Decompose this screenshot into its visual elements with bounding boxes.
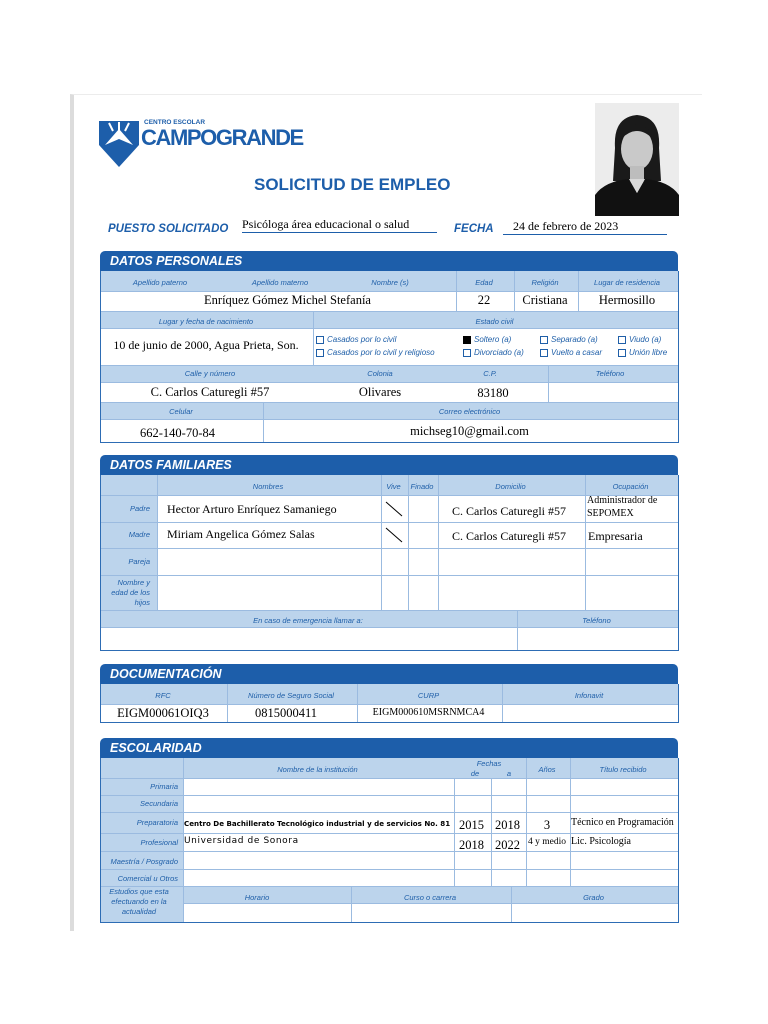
label-nombres: Nombres bbox=[252, 482, 284, 491]
rol-label: Nombre y edad de los hijos bbox=[111, 578, 150, 607]
checkbox-checked-icon bbox=[463, 336, 471, 344]
estado-civil-option[interactable]: Casados por lo civil y religioso bbox=[316, 348, 435, 357]
label-lugar-residencia: Lugar de residencia bbox=[594, 278, 660, 287]
fecha-a-value[interactable]: 2018 bbox=[495, 818, 520, 832]
rol-label: Madre bbox=[128, 530, 150, 539]
titulo-value[interactable]: Técnico en Programación bbox=[571, 817, 674, 828]
religion-value[interactable]: Cristiana bbox=[522, 293, 568, 307]
label-colonia: Colonia bbox=[367, 369, 393, 378]
celular-value[interactable]: 662-140-70-84 bbox=[140, 426, 215, 440]
estado-civil-option[interactable]: Unión libre bbox=[618, 348, 667, 357]
checkbox-icon bbox=[316, 349, 324, 357]
edad-value[interactable]: 22 bbox=[477, 293, 491, 307]
estado-civil-option[interactable]: Separado (a) bbox=[540, 335, 598, 344]
label-lugar-fecha-nac: Lugar y fecha de nacimiento bbox=[158, 317, 254, 326]
rfc-value[interactable]: EIGM00061OIQ3 bbox=[117, 706, 209, 720]
checkbox-icon bbox=[540, 349, 548, 357]
label-de: de bbox=[470, 769, 480, 778]
estado-civil-option[interactable]: Casados por lo civil bbox=[316, 335, 396, 344]
brand-name: CAMPOGRANDE bbox=[141, 125, 303, 150]
checkbox-icon bbox=[463, 349, 471, 357]
applicant-photo bbox=[595, 103, 679, 216]
curp-value[interactable]: EIGM000610MSRNMCA4 bbox=[372, 707, 485, 718]
anios-value[interactable]: 3 bbox=[543, 818, 551, 832]
label-fechas: Fechas bbox=[476, 759, 502, 768]
rol-label: Padre bbox=[129, 504, 150, 513]
label-domicilio: Domicilio bbox=[495, 482, 526, 491]
label-a: a bbox=[506, 769, 512, 778]
puesto-label: PUESTO SOLICITADO bbox=[108, 223, 229, 235]
label-titulo: Título recibido bbox=[599, 765, 647, 774]
titulo-value[interactable]: Lic. Psicología bbox=[571, 836, 631, 847]
label-calle: Calle y número bbox=[184, 369, 236, 378]
fecha-de-value[interactable]: 2018 bbox=[459, 838, 484, 852]
nivel-label: Secundaria bbox=[140, 799, 178, 808]
label-apellido-paterno: Apellido paterno bbox=[132, 278, 188, 287]
label-nombre: Nombre (s) bbox=[371, 278, 409, 287]
label-infonavit: Infonavit bbox=[574, 691, 604, 700]
label-grado: Grado bbox=[583, 893, 604, 902]
estado-civil-option[interactable]: Divorciado (a) bbox=[463, 348, 524, 357]
fecha-label: FECHA bbox=[454, 223, 494, 235]
escolaridad-header: ESCOLARIDAD bbox=[100, 738, 678, 758]
nivel-label: Preparatoria bbox=[136, 818, 178, 827]
vive-check-icon bbox=[384, 500, 404, 518]
label-nss: Número de Seguro Social bbox=[248, 691, 334, 700]
label-finado: Finado bbox=[410, 482, 434, 491]
institucion-value[interactable]: Universidad de Sonora bbox=[184, 836, 299, 846]
fecha-a-value[interactable]: 2022 bbox=[495, 838, 520, 852]
nivel-label: Primaria bbox=[150, 782, 178, 791]
puesto-value[interactable]: Psicóloga área educacional o salud bbox=[242, 217, 437, 233]
brand-small: CENTRO ESCOLAR bbox=[144, 119, 206, 126]
label-ocupacion: Ocupación bbox=[612, 482, 649, 491]
shield-logo-icon bbox=[97, 117, 141, 169]
cp-value[interactable]: 83180 bbox=[477, 386, 509, 400]
label-correo: Correo electrónico bbox=[438, 407, 501, 416]
label-religion: Religión bbox=[531, 278, 559, 287]
label-telefono: Teléfono bbox=[595, 369, 625, 378]
calle-value[interactable]: C. Carlos Caturegli #57 bbox=[150, 385, 270, 399]
nacimiento-value[interactable]: 10 de junio de 2000, Agua Prieta, Son. bbox=[113, 338, 299, 352]
label-vive: Vive bbox=[386, 482, 401, 491]
estado-civil-option[interactable]: Vuelto a casar bbox=[540, 348, 602, 357]
label-curso: Curso o carrera bbox=[403, 893, 457, 902]
fecha-de-value[interactable]: 2015 bbox=[459, 818, 484, 832]
label-rfc: RFC bbox=[155, 691, 171, 700]
familiar-domicilio[interactable]: C. Carlos Caturegli #57 bbox=[452, 504, 566, 518]
datos-familiares-header: DATOS FAMILIARES bbox=[100, 455, 678, 475]
documentacion-header: DOCUMENTACIÓN bbox=[100, 664, 678, 684]
estado-civil-options bbox=[316, 335, 678, 363]
campogrande-logo bbox=[97, 117, 303, 169]
checkbox-icon bbox=[540, 336, 548, 344]
familiar-domicilio[interactable]: C. Carlos Caturegli #57 bbox=[452, 529, 566, 543]
checkbox-icon bbox=[618, 349, 626, 357]
vive-check-icon bbox=[384, 526, 404, 544]
label-cp: C.P. bbox=[483, 369, 497, 378]
correo-value[interactable]: michseg10@gmail.com bbox=[410, 424, 529, 438]
nombre-completo-value[interactable]: Enríquez Gómez Michel Stefanía bbox=[204, 293, 371, 307]
nss-value[interactable]: 0815000411 bbox=[254, 706, 318, 720]
label-celular: Celular bbox=[169, 407, 193, 416]
checkbox-icon bbox=[316, 336, 324, 344]
nivel-label: Maestría / Posgrado bbox=[110, 857, 178, 866]
label-emergencia-telefono: Teléfono bbox=[582, 616, 611, 625]
label-apellido-materno: Apellido materno bbox=[251, 278, 309, 287]
checkbox-icon bbox=[618, 336, 626, 344]
familiar-ocupacion[interactable]: Empresaria bbox=[588, 529, 643, 543]
familiar-nombre[interactable]: Hector Arturo Enríquez Samaniego bbox=[167, 502, 337, 516]
actual-label: Estudios que esta efectuando en la actualidad bbox=[109, 887, 169, 916]
institucion-value[interactable]: Centro De Bachillerato Tecnológico industrial y de servicios No. 81 bbox=[184, 819, 451, 828]
nivel-label: Comercial u Otros bbox=[117, 874, 178, 883]
label-horario: Horario bbox=[244, 893, 270, 902]
colonia-value[interactable]: Olivares bbox=[358, 385, 402, 399]
estado-civil-option[interactable]: Soltero (a) bbox=[463, 335, 511, 344]
form-title: SOLICITUD DE EMPLEO bbox=[254, 175, 451, 194]
label-estado-civil: Estado civil bbox=[475, 317, 514, 326]
rol-label: Pareja bbox=[128, 557, 150, 566]
label-institucion: Nombre de la institución bbox=[277, 765, 358, 774]
estado-civil-option[interactable]: Viudo (a) bbox=[618, 335, 661, 344]
datos-personales-header: DATOS PERSONALES bbox=[100, 251, 678, 271]
label-edad: Edad bbox=[475, 278, 493, 287]
familiar-ocupacion[interactable]: Administrador de SEPOMEX bbox=[587, 495, 658, 519]
familiar-nombre[interactable]: Miriam Angelica Gómez Salas bbox=[167, 527, 315, 541]
residencia-value[interactable]: Hermosillo bbox=[598, 293, 656, 307]
label-emergencia: En caso de emergencia llamar a: bbox=[253, 616, 363, 625]
anios-value[interactable]: 4 y medio bbox=[528, 837, 566, 847]
label-curp: CURP bbox=[417, 691, 440, 700]
nivel-label: Profesional bbox=[140, 838, 178, 847]
label-anios: Años bbox=[538, 765, 556, 774]
fecha-value[interactable]: 24 de febrero de 2023 bbox=[503, 219, 667, 235]
